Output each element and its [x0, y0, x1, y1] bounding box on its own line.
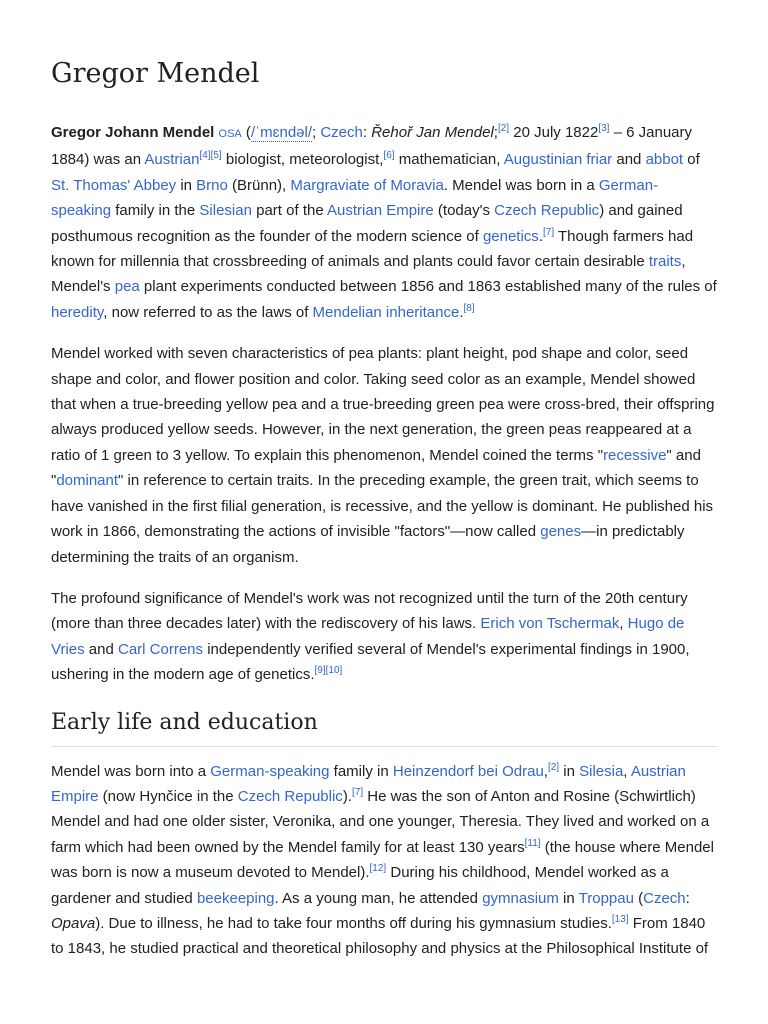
ref-8[interactable]: [8]: [463, 302, 475, 314]
section-heading: Early life and education: [51, 708, 718, 747]
ipa-pronunciation-link[interactable]: /ˈmɛndəl/: [250, 124, 312, 141]
ref-7[interactable]: [7]: [542, 226, 555, 238]
text: part of the: [251, 202, 328, 220]
silesia-link[interactable]: Silesia: [579, 762, 624, 780]
margraviate-of-moravia-link[interactable]: Margraviate of Moravia: [290, 176, 444, 194]
text: ;: [493, 124, 498, 141]
ref-2[interactable]: [2]: [547, 761, 560, 773]
text: —in predictably determining the traits of an organism.: [51, 523, 685, 566]
german-speaking-link[interactable]: German-speaking: [51, 176, 659, 220]
austrian-empire-link[interactable]: Austrian Empire: [51, 762, 686, 805]
text: in: [559, 762, 580, 780]
beekeeping-link[interactable]: beekeeping: [196, 889, 275, 907]
intro-paragraph-3: [51, 586, 718, 688]
abbot-link[interactable]: abbot: [645, 151, 684, 169]
text: ,: [619, 615, 628, 633]
ref-6[interactable]: [6]: [383, 150, 395, 162]
text: family in: [329, 762, 393, 780]
text: :: [362, 124, 372, 141]
czech-link[interactable]: Czech: [643, 889, 686, 907]
ref-12[interactable]: [12]: [369, 863, 387, 875]
ref-9[interactable]: [9]: [314, 665, 326, 677]
troppau-link[interactable]: Troppau: [578, 889, 634, 907]
german-speaking-link[interactable]: German-speaking: [210, 762, 330, 780]
augustinian-friar-link[interactable]: Augustinian friar: [503, 151, 613, 169]
text: . Mendel was born in a: [443, 176, 599, 194]
early-life-paragraph: [51, 759, 718, 962]
hugo-de-vries-link[interactable]: Hugo de Vries: [51, 615, 685, 658]
genetics-link[interactable]: genetics: [482, 227, 539, 245]
text: in: [558, 889, 579, 907]
text: , now referred to as the laws of: [103, 303, 313, 321]
text: ). Due to illness, he had to take four months off during his gymnasium studies.: [95, 914, 612, 932]
intro-paragraph-1: [51, 120, 718, 325]
st-thomas-abbey-link[interactable]: St. Thomas' Abbey: [51, 176, 177, 194]
text: " and ": [51, 446, 701, 490]
text: The profound significance of Mendel's work was not recognized until the turn of the 20th century (more than three decades later) with the rediscovery of his laws.: [51, 589, 688, 633]
ref-2[interactable]: [2]: [497, 123, 510, 134]
intro-paragraph-2: [51, 341, 718, 570]
ref-3[interactable]: [3]: [598, 123, 610, 134]
carl-correns-link[interactable]: Carl Correns: [118, 640, 204, 658]
heinzendorf-link[interactable]: Heinzendorf bei Odrau: [392, 762, 544, 780]
czech-link[interactable]: Czech: [320, 124, 363, 141]
text: – 6 January 1884) was an: [51, 124, 693, 169]
ref-7[interactable]: [7]: [351, 786, 364, 798]
text: :: [685, 889, 690, 907]
text: " in reference to certain traits. In the preceding example, the green trait, which seems to have vanished in the first filial generation, is recessive, and the yellow is dominant. He published his work in 1866, demonstrating the actions of invisible "factors"—now called: [51, 472, 714, 541]
text: From 1840 to 1843, he studied practical and theoretical philosophy and physics at the Philosophical Institute of: [51, 914, 709, 958]
subject-name: Gregor Johann Mendel: [51, 124, 215, 141]
text: (the house where Mendel was born is now a museum devoted to Mendel).: [51, 838, 714, 882]
austrian-empire-link[interactable]: Austrian Empire: [327, 202, 434, 220]
text: (today's: [433, 202, 495, 220]
text: ,: [623, 762, 631, 780]
ref-11[interactable]: [11]: [524, 837, 541, 849]
text: (now Hynčice in the: [98, 787, 238, 805]
czech-republic-link[interactable]: Czech Republic: [237, 787, 343, 805]
text: family in the: [111, 202, 200, 220]
text: ,: [543, 762, 548, 780]
czech-name: Řehoř Jan Mendel: [371, 124, 494, 141]
recessive-link[interactable]: recessive: [603, 446, 667, 464]
austrian-link[interactable]: Austrian: [144, 151, 200, 169]
text: .: [538, 227, 543, 245]
text: (: [633, 889, 644, 907]
text: mathematician,: [394, 151, 504, 169]
ref-5[interactable]: [5]: [210, 150, 222, 162]
text: in: [176, 176, 197, 194]
opava-name: Opava: [51, 914, 96, 932]
text: . As a young man, he attended: [274, 889, 483, 907]
text: of: [683, 151, 700, 169]
text: , Mendel's: [51, 253, 686, 296]
text: He was the son of Anton and Rosine (Schwirtlich) Mendel and had one older sister, Veronika, and one younger, Theresia. They lived and worked on a farm which had been owned by the Mendel family for at least 130 years: [51, 787, 710, 856]
text: (: [241, 124, 251, 141]
page-title: Gregor Mendel: [51, 58, 260, 89]
osa-link[interactable]: OSA: [218, 128, 242, 140]
text: .: [459, 303, 464, 321]
dominant-link[interactable]: dominant: [56, 472, 119, 490]
pea-link[interactable]: pea: [114, 278, 140, 296]
text: independently verified several of Mendel's experimental findings in 1900, ushering in the modern age of genetics.: [51, 640, 690, 684]
text: Mendel worked with seven characteristics of pea plants: plant height, pod shape and color, seed shape and color, and flower position and color. Taking seed color as an example, Mendel showed that when a true-breeding yellow pea and a true-breeding green pea were cross-bred, their offspring always produced yellow seeds. However, in the next generation, the green peas reappeared at a ratio of 1 green to 3 yellow. To explain this phenomenon, Mendel coined the terms ": [51, 345, 715, 464]
text: Mendel was born into a: [51, 762, 211, 780]
text: 20 July 1822: [509, 124, 599, 141]
text: plant experiments conducted between 1856 and 1863 established many of the rules of: [139, 278, 717, 296]
text: and: [84, 640, 118, 658]
text: Though farmers had known for millennia that crossbreeding of animals and plants could favor certain desirable: [51, 227, 694, 271]
text: (Brünn),: [227, 176, 291, 194]
brno-link[interactable]: Brno: [196, 176, 228, 194]
genes-link[interactable]: genes: [540, 523, 582, 541]
erich-von-tschermak-link[interactable]: Erich von Tschermak: [480, 615, 620, 633]
text: ;: [312, 124, 321, 141]
mendelian-inheritance-link[interactable]: Mendelian inheritance: [312, 303, 460, 321]
silesian-link[interactable]: Silesian: [199, 202, 252, 220]
heredity-link[interactable]: heredity: [51, 303, 104, 321]
text: ) and gained posthumous recognition as the founder of the modern science of: [51, 202, 683, 245]
ref-13[interactable]: [13]: [611, 913, 629, 925]
gymnasium-link[interactable]: gymnasium: [482, 889, 559, 907]
ref-4[interactable]: [4]: [199, 150, 211, 162]
czech-republic-link[interactable]: Czech Republic: [494, 202, 600, 220]
text: and: [612, 151, 646, 169]
traits-link[interactable]: traits: [648, 253, 682, 271]
ref-10[interactable]: [10]: [325, 665, 343, 677]
text: ).: [342, 787, 352, 805]
text: biologist, meteorologist,: [221, 151, 384, 169]
text: During his childhood, Mendel worked as a gardener and studied: [51, 864, 669, 907]
